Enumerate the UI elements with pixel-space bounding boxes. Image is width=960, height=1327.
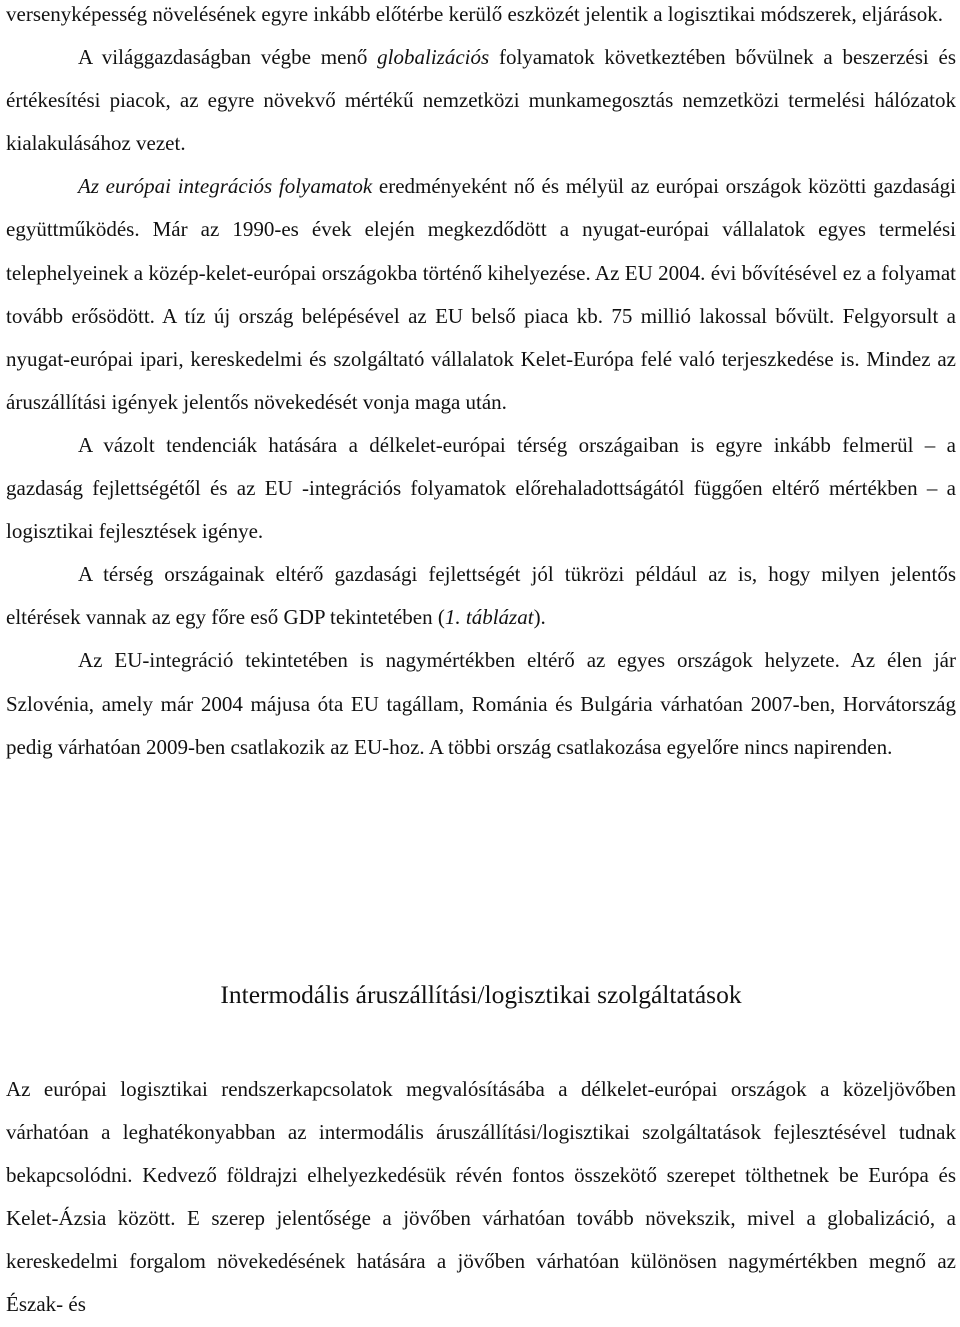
text-run: ). — [533, 605, 546, 630]
body-section — [6, 0, 956, 769]
text-run: Az európai logisztikai rendszerkapcsolatok megvalósításába a délkelet-európai országok a közeljövőben várhatóan a leghatékonyabban az intermodális áruszállítási/logisztikai szolgáltatások fejlesztésével tudnak bekapcsolódni. Kedvező földrajzi elhelyezkedésük révén fontos összekötő szerepet tölthetnek be Európa és Kelet-Ázsia között. E szerep jelentősége a jövőben várhatóan tovább növekszik, mivel a globalizáció, a kereskedelmi forgalom növekedésének hatására a jövőben várhatóan különösen nagymértékben megnő az Észak- és — [6, 1077, 956, 1317]
text-run: A világgazdaságban végbe menő — [78, 45, 378, 70]
text-run: eredményeként nő és mélyül az európai országok közötti gazdasági együttműködés. Már az 1990-es évek elején megkezdődött a nyugat-európai vállalatok egyes termelési telephelyeinek a közép-kelet-európai országokba történő kihelyezése. Az EU 2004. évi bővítésével ez a folyamat tovább erősödött. A tíz új ország belépésével az EU belső piaca kb. 75 millió lakossal bővült. Felgyorsult a nyugat-európai ipari, kereskedelmi és szolgáltató vállalatok Kelet-Európa felé való terjeszkedése is. Mindez az áruszállítási igények jelentős növekedését vonja maga után. — [6, 174, 956, 414]
italic-text: Az európai integrációs folyamatok — [78, 174, 373, 199]
paragraph — [6, 165, 956, 424]
paragraph — [6, 553, 956, 639]
body-section-2 — [6, 1068, 956, 1327]
document-page — [6, 0, 956, 1317]
paragraph — [6, 424, 956, 553]
text-run: A térség országainak eltérő gazdasági fejlettségét jól tükrözi például az is, hogy milyen jelentős eltérések vannak az egy főre eső GDP tekintetében ( — [6, 562, 956, 630]
paragraph — [6, 1068, 956, 1327]
text-run: folyamatok következtében bővülnek a beszerzési és értékesítési piacok, az egyre növekvő mértékű nemzetközi munkamegosztás nemzetközi termelési hálózatok kialakulásához vezet. — [6, 45, 956, 156]
paragraph — [6, 0, 956, 36]
italic-text: globalizációs — [377, 45, 490, 70]
paragraph — [6, 639, 956, 768]
paragraph — [6, 36, 956, 165]
italic-text: 1. táblázat — [444, 605, 534, 630]
text-run: Az EU-integráció tekintetében is nagymértékben eltérő az egyes országok helyzete. Az élen jár Szlovénia, amely már 2004 májusa óta EU tagállam, Románia és Bulgária várhatóan 2007-ben, Horvátország pedig várhatóan 2009-ben csatlakozik az EU-hoz. A többi ország csatlakozása egyelőre nincs napirenden. — [6, 648, 956, 759]
text-run: versenyképesség növelésének egyre inkább előtérbe kerülő eszközét jelentik a logisztikai módszerek, eljárások. — [6, 2, 944, 26]
text-run: A vázolt tendenciák hatására a délkelet-európai térség országaiban is egyre inkább felmerül – a gazdaság fejlettségétől és az EU -integrációs folyamatok előrehaladottságától függően eltérő mértékben – a logisztikai fejlesztések igénye. — [6, 432, 956, 544]
section-heading: Intermodális áruszállítási/logisztikai szolgáltatások — [220, 980, 742, 1009]
